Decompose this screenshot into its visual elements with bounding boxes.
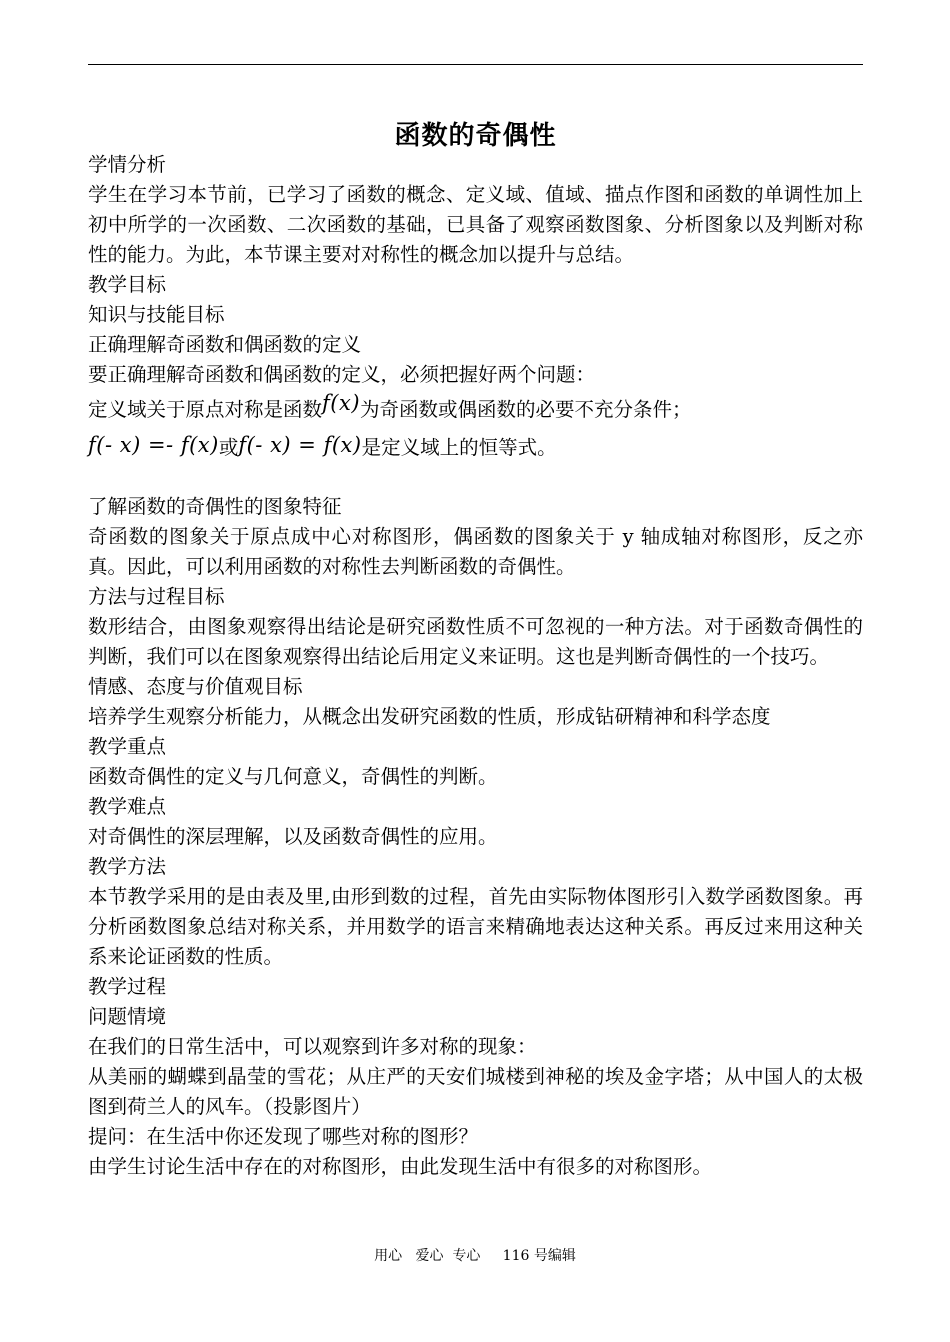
heading-teaching-method: 教学方法 (88, 855, 167, 878)
paragraph-emotion-attitude: 培养学生观察分析能力，从概念出发研究函数的性质，形成钻研精神和科学态度 (88, 705, 771, 728)
page-footer: 用心 爱心 专心 116 号编辑 (374, 1248, 576, 1264)
paragraph-question: 提问：在生活中你还发现了哪些对称的图形？ (88, 1125, 479, 1148)
text-identity-end: 是定义域上的恒等式。 (361, 436, 557, 459)
heading-understand-definition: 正确理解奇函数和偶函数的定义 (88, 333, 362, 356)
paragraph-discussion: 由学生讨论生活中存在的对称图形，由此发现生活中有很多的对称图形。 (88, 1155, 713, 1178)
paragraph-teaching-method: 本节教学采用的是由表及里,由形到数的过程，首先由实际物体图形引入数学函数图象。再分析函数图象总结对称关系，并用数学的语言来精确地表达这种关系。再反过来用这种关系来论证函数的性质。 (88, 885, 863, 968)
paragraph-domain-symmetric (88, 390, 863, 428)
heading-teaching-process: 教学过程 (88, 975, 167, 998)
math-fx: f(x) (322, 391, 361, 415)
document-body (88, 150, 863, 1182)
math-even-identity: f(- x) = f(x) (238, 433, 362, 457)
math-odd-identity: f(- x) =- f(x) (88, 433, 219, 457)
text-or: 或 (218, 436, 239, 459)
paragraph-identity (88, 428, 863, 492)
paragraph-graph-features: 奇函数的图象关于原点成中心对称图形，偶函数的图象关于 y 轴成轴对称图形，反之亦真。因此，可以利用函数的对称性去判断函数的奇偶性。 (88, 525, 863, 578)
heading-difficult-points: 教学难点 (88, 795, 167, 818)
paragraph-method-process: 数形结合，由图象观察得出结论是研究函数性质不可忽视的一种方法。对于函数奇偶性的判断，我们可以在图象观察得出结论后用定义来证明。这也是判断奇偶性的一个技巧。 (88, 615, 863, 668)
header-rule (88, 64, 863, 65)
paragraph-difficult-points: 对奇偶性的深层理解，以及函数奇偶性的应用。 (88, 825, 498, 848)
paragraph-daily-life: 在我们的日常生活中，可以观察到许多对称的现象： (88, 1035, 537, 1058)
text-domain-part2: 为奇函数或偶函数的必要不充分条件； (360, 398, 692, 421)
heading-method-process: 方法与过程目标 (88, 585, 225, 608)
paragraph-key-points: 函数奇偶性的定义与几何意义，奇偶性的判断。 (88, 765, 498, 788)
heading-emotion-attitude: 情感、态度与价值观目标 (88, 675, 303, 698)
heading-key-points: 教学重点 (88, 735, 167, 758)
heading-problem-situation: 问题情境 (88, 1005, 167, 1028)
text-domain-part1: 定义域关于原点对称是函数 (88, 398, 323, 421)
paragraph-examples: 从美丽的蝴蝶到晶莹的雪花；从庄严的天安们城楼到神秘的埃及金字塔；从中国人的太极图到荷兰人的风车。（投影图片） (88, 1065, 863, 1118)
heading-student-analysis: 学情分析 (88, 153, 167, 176)
heading-graph-features: 了解函数的奇偶性的图象特征 (88, 495, 342, 518)
heading-teaching-goals: 教学目标 (88, 273, 167, 296)
paragraph-student-analysis: 学生在学习本节前，已学习了函数的概念、定义域、值域、描点作图和函数的单调性加上初中所学的一次函数、二次函数的基础，已具备了观察函数图象、分析图象以及判断对称性的能力。为此，本节课主要对对称性的概念加以提升与总结。 (88, 183, 863, 266)
page-title: 函数的奇偶性 (394, 121, 557, 151)
heading-knowledge-skills: 知识与技能目标 (88, 303, 225, 326)
paragraph-two-questions: 要正确理解奇函数和偶函数的定义，必须把握好两个问题： (88, 363, 596, 386)
